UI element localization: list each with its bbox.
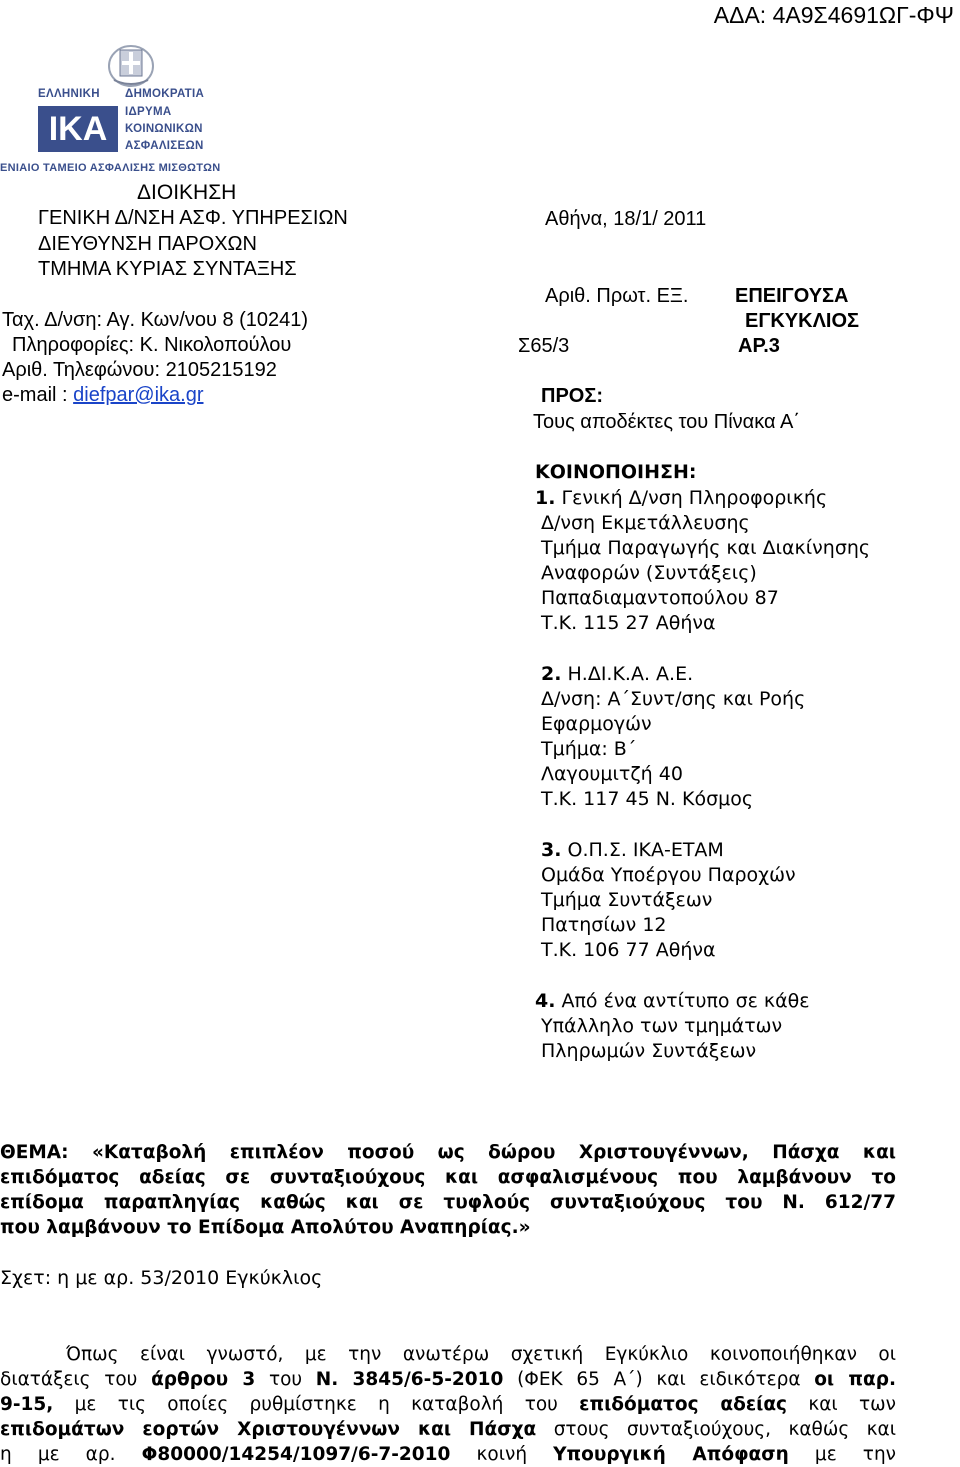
ika-logo [0,38,270,178]
body-line-2 [0,1367,896,1392]
protocol-ref: Σ65/3 [518,335,570,357]
cc-item-3-line-5: Τ.Κ. 106 77 Αθήνα [541,939,716,961]
to-label: ΠΡΟΣ: [541,385,604,407]
ada-watermark: ΑΔΑ: 4Α9Σ4691ΩΓ-ΦΨ [713,2,954,28]
body-text: κοινή [450,1444,554,1465]
body-bold: Φ80000/14254/1097/6-7-2010 [141,1444,451,1465]
subject-line-1: ΘΕΜΑ: «Καταβολή επιπλέον ποσού ως δώρου Χριστουγέννων, Πάσχα και [0,1142,896,1163]
circular-label: ΕΓΚΥΚΛΙΟΣ [745,310,860,332]
cc-item-4-line-3: Πληρωμών Συντάξεων [541,1040,757,1062]
cc-item-1-line-4: Αναφορών (Συντάξεις) [541,562,757,584]
body-text: (ΦΕΚ 65 Α΄) και ειδικότερα [503,1369,815,1390]
cc-item-2-line-5: Λαγουμιτζή 40 [541,763,683,785]
cc-item-3-num: 3. [541,839,562,861]
cc-item-2-first: Η.ΔΙ.Κ.Α. Α.Ε. [561,663,694,685]
logo-line1: ΕΛΛΗΝΙΚΗ [38,88,100,100]
cc-item-3-line-4: Πατησίων 12 [541,914,667,936]
email-link[interactable]: diefpar@ika.gr [73,384,204,406]
sender-department: ΤΜΗΜΑ ΚΥΡΙΑΣ ΣΥΝΤΑΞΗΣ [38,258,297,280]
subject-line-3: επίδομα παραπληγίας καθώς και σε τυφλούς συνταξιούχους του Ν. 612/77 [0,1192,896,1213]
sender-admin: ΔΙΟΙΚΗΣΗ [137,181,237,204]
sender-address: Ταχ. Δ/νση: Αγ. Κων/νου 8 (10241) [2,309,309,331]
body-paragraph [0,1342,896,1467]
body-text: με τις οποίες ρυθμίστηκε η καταβολή του [53,1394,580,1415]
date: Αθήνα, 18/1/ 2011 [545,208,707,230]
body-text: η με αρ. [0,1444,142,1465]
cc-item-1-line-6: Τ.Κ. 115 27 Αθήνα [541,612,716,634]
cc-item-2-line-4: Τμήμα: Β΄ [541,738,637,760]
cc-item-2-line-1 [541,662,693,687]
body-text: στους συνταξιούχους, καθώς και [536,1419,896,1440]
body-bold: 9-15, [0,1394,54,1415]
body-bold: οι παρ. [814,1369,896,1390]
cc-item-3-line-2: Ομάδα Υποέργου Παροχών [541,864,796,886]
cc-label: ΚΟΙΝΟΠΟΙΗΣΗ: [535,461,697,483]
cc-item-4-num: 4. [535,990,556,1012]
body-line-4 [0,1417,896,1442]
cc-item-3-first: Ο.Π.Σ. ΙΚΑ-ΕΤΑΜ [561,839,724,861]
cc-item-2-line-3: Εφαρμογών [541,713,652,735]
sender-phone: Αριθ. Τηλεφώνου: 2105215192 [2,359,277,381]
body-bold: Υπουργική Απόφαση [553,1444,789,1465]
to-value: Τους αποδέκτες του Πίνακα Α΄ [533,411,800,433]
cc-item-1-line-2: Δ/νση Εκμετάλλευσης [541,512,750,534]
cc-item-1-line-1 [535,486,827,511]
body-text: διατάξεις του [0,1369,152,1390]
cc-item-3-line-3: Τμήμα Συντάξεων [541,889,713,911]
cc-item-2-line-6: Τ.Κ. 117 45 Ν. Κόσμος [541,788,753,810]
cc-item-4-line-1 [535,989,810,1014]
logo-fund: ΕΝΙΑΙΟ ΤΑΜΕΙΟ ΑΣΦΑΛΙΣΗΣ ΜΙΣΘΩΤΩΝ [0,162,221,174]
body-bold: επιδομάτων εορτών Χριστουγέννων και Πάσχα [0,1419,537,1440]
body-bold: άρθρου 3 [151,1369,256,1390]
subject [0,1140,896,1240]
cc-item-1-num: 1. [535,487,556,509]
subject-line-2: επιδόματος αδείας σε συνταξιούχους και ασφαλισμένους που λαμβάνουν το [0,1167,896,1188]
body-text: του [255,1369,316,1390]
related-reference: Σχετ: η με αρ. 53/2010 Εγκύκλιος [0,1267,323,1289]
sender-directorate: ΔΙΕΥΘΥΝΣΗ ΠΑΡΟΧΩΝ [38,233,257,255]
logo-line1b: ΔΗΜΟΚΡΑΤΙΑ [125,88,205,100]
cc-item-4-first: Από ένα αντίτυπο σε κάθε [555,990,810,1012]
urgent-label: ΕΠΕΙΓΟΥΣΑ [735,285,849,307]
body-bold: επιδόματος αδείας [579,1394,788,1415]
logo-org2: ΚΟΙΝΩΝΙΚΩΝ [125,123,203,135]
cc-item-1-line-5: Παπαδιαμαντοπούλου 87 [541,587,779,609]
email-label: e-mail : [2,384,74,406]
logo-org1: ΙΔΡΥΜΑ [125,106,172,118]
sender-general: ΓΕΝΙΚΗ Δ/ΝΣΗ ΑΣΦ. ΥΠΗΡΕΣΙΩΝ [38,207,348,229]
body-text: με την [788,1444,896,1465]
cc-item-2-num: 2. [541,663,562,685]
body-bold: Ν. 3845/6-5-2010 [315,1369,504,1390]
subject-line-4: που λαμβάνουν το Επίδομα Απολύτου Αναπηρίας.» [0,1217,531,1238]
cc-item-4-line-2: Υπάλληλο των τμημάτων [541,1015,783,1037]
coat-of-arms-icon [106,40,156,88]
cc-item-3-line-1 [541,838,724,863]
circular-number: ΑΡ.3 [738,335,780,357]
body-line-5 [0,1442,896,1467]
sender-info: Πληροφορίες: Κ. Νικολοπούλου [12,334,292,356]
sender-email-line [2,383,204,408]
cc-item-1-first: Γενική Δ/νση Πληροφορικής [555,487,828,509]
cc-item-1-line-3: Τμήμα Παραγωγής και Διακίνησης [541,537,871,559]
body-text: και των [787,1394,896,1415]
ika-mark: ΙΚΑ [38,106,118,152]
protocol-label: Αριθ. Πρωτ. ΕΞ. [545,285,689,307]
logo-org3: ΑΣΦΑΛΙΣΕΩΝ [125,140,204,152]
body-line-3 [0,1392,896,1417]
cc-item-2-line-2: Δ/νση: Α΄Συντ/σης και Ροής [541,688,806,710]
body-line-1: Όπως είναι γνωστό, με την ανωτέρω σχετική Εγκύκλιο κοινοποιήθηκαν οι [66,1344,896,1365]
